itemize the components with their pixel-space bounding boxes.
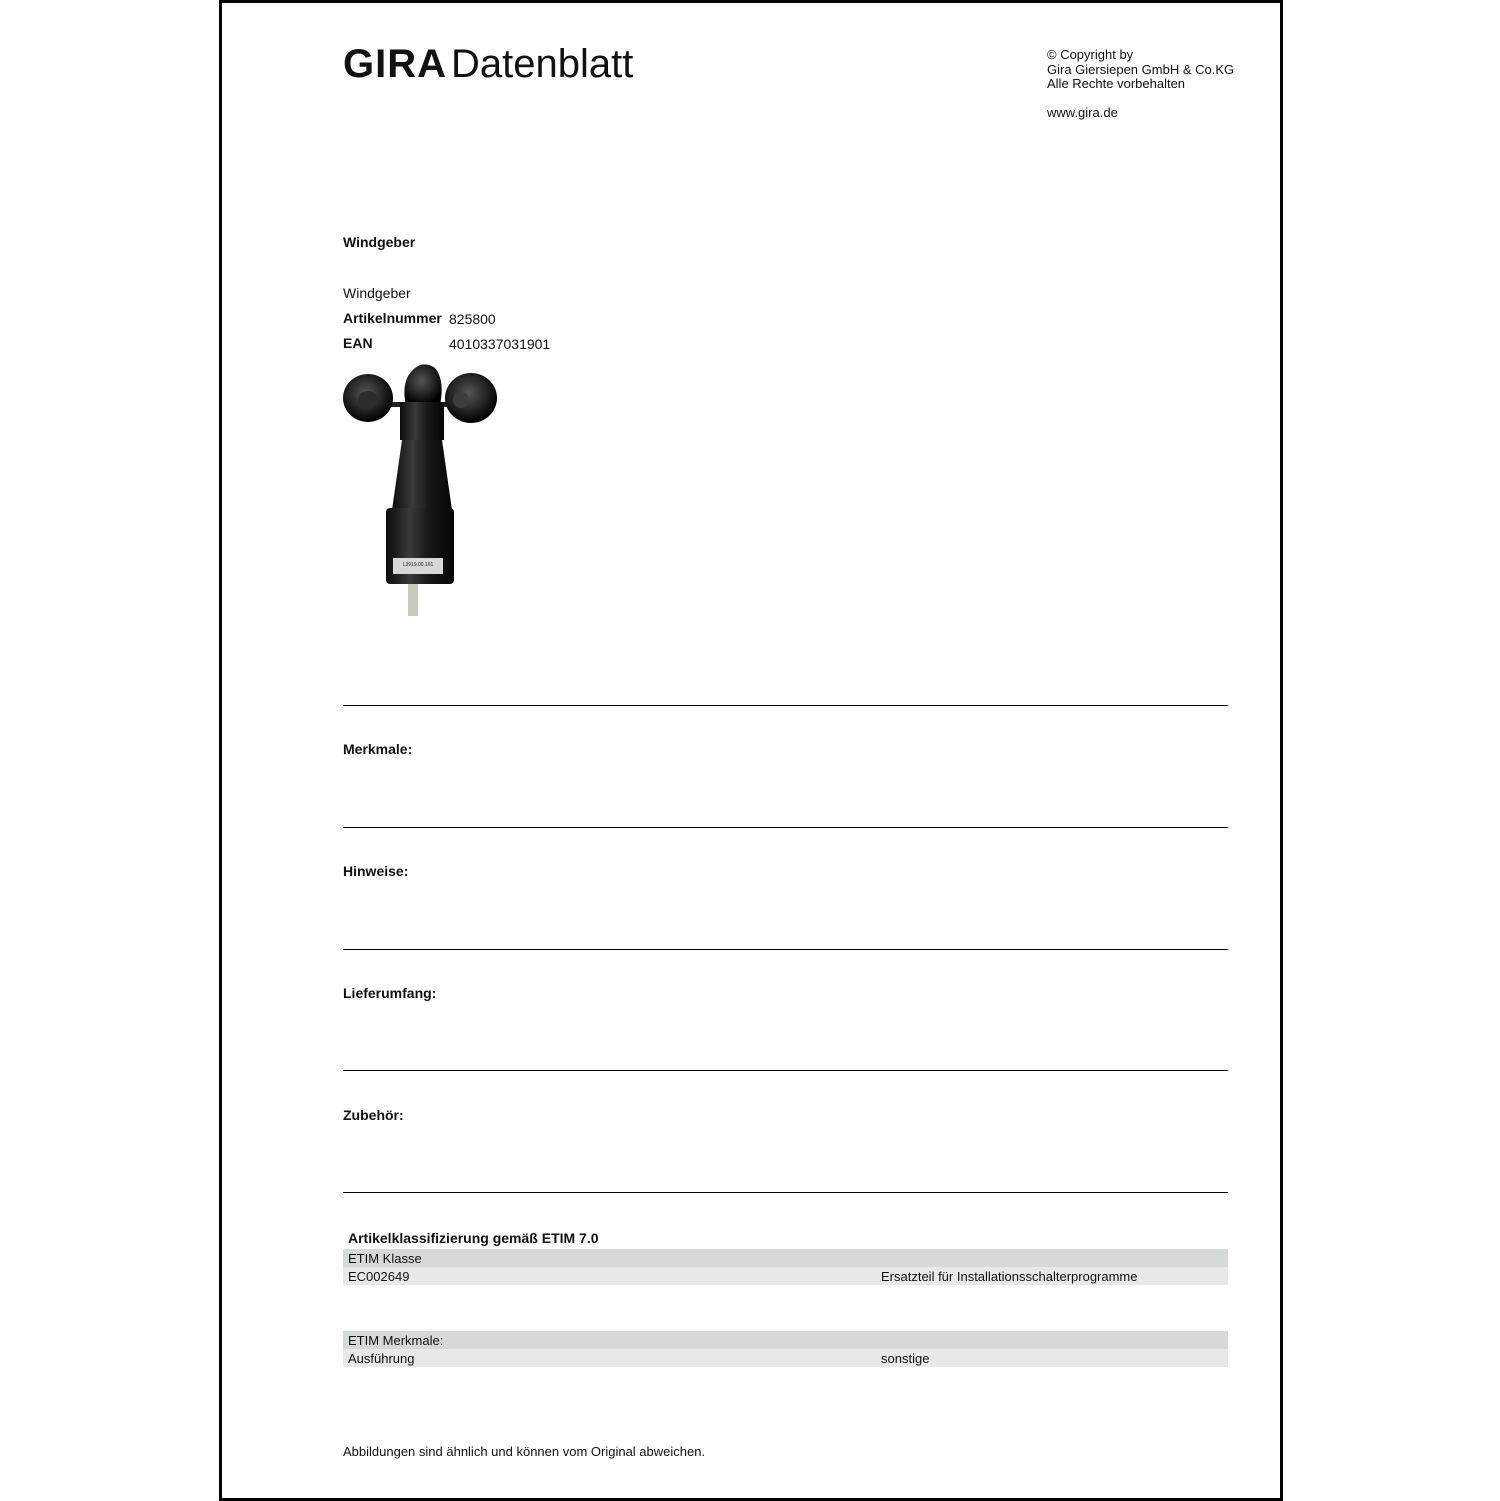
ean-value: 4010337031901 <box>449 336 551 352</box>
etim-class-header: ETIM Klasse <box>348 1251 422 1266</box>
article-number-label: Artikelnummer <box>343 310 442 326</box>
etim-feature-value: sonstige <box>881 1351 930 1366</box>
product-title: Windgeber <box>343 234 416 250</box>
etim-class-row <box>343 1267 1228 1285</box>
section-hinweise-title: Hinweise: <box>343 863 409 879</box>
product-description: Windgeber <box>343 285 411 301</box>
divider <box>343 827 1228 828</box>
product-label-text: L3919.00.161 <box>402 562 434 568</box>
website-link[interactable]: www.gira.de <box>1047 105 1118 120</box>
ean-label: EAN <box>343 335 373 351</box>
divider <box>343 705 1228 706</box>
divider <box>343 949 1228 950</box>
etim-class-header-row <box>343 1249 1228 1267</box>
copyright-line: © Copyright by <box>1047 47 1134 62</box>
brand-logo <box>343 44 633 84</box>
article-number-value: 825800 <box>449 311 496 327</box>
etim-features-header: ETIM Merkmale: <box>348 1333 444 1348</box>
etim-feature-row <box>343 1349 1228 1367</box>
copyright-line: Gira Giersiepen GmbH & Co.KG <box>1047 61 1235 77</box>
section-merkmale-title: Merkmale: <box>343 741 413 757</box>
image-disclaimer: Abbildungen sind ähnlich und können vom Original abweichen. <box>343 1444 706 1459</box>
brand-name: GIRA <box>343 42 447 86</box>
divider <box>343 1192 1228 1193</box>
section-lieferumfang-title: Lieferumfang: <box>343 985 437 1001</box>
copyright-line: Alle Rechte vorbehalten <box>1047 76 1186 91</box>
divider <box>343 1070 1228 1071</box>
document-type: Datenblatt <box>451 42 634 86</box>
section-zubehoer-title: Zubehör: <box>343 1107 404 1123</box>
anemometer-product-photo <box>340 360 505 618</box>
etim-class-name: Ersatzteil für Installationsschalterprogramme <box>881 1269 1138 1284</box>
etim-features-header-row <box>343 1331 1228 1349</box>
etim-class-code: EC002649 <box>348 1269 410 1284</box>
etim-section-title: Artikelklassifizierung gemäß ETIM 7.0 <box>348 1230 599 1246</box>
copyright-block <box>1047 48 1234 92</box>
etim-feature-name: Ausführung <box>348 1351 415 1366</box>
